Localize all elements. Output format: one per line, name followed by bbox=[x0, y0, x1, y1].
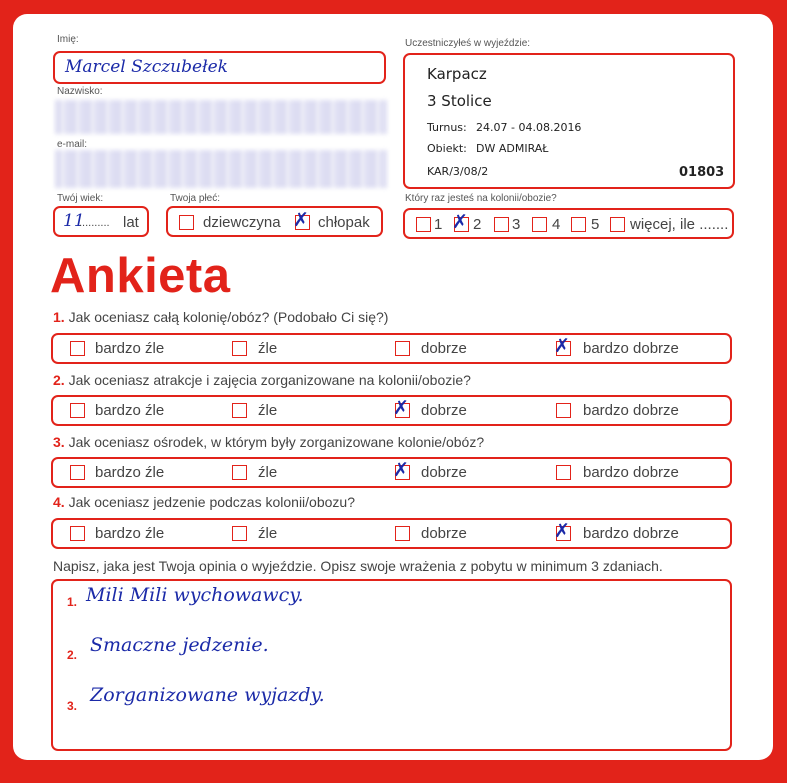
age-dots: .......... bbox=[79, 217, 110, 229]
question-2 bbox=[53, 372, 471, 388]
name-label: Imię: bbox=[57, 34, 79, 45]
trip-box bbox=[403, 53, 735, 189]
checkbox-q4-1[interactable] bbox=[70, 526, 85, 541]
question-number: 4. bbox=[53, 494, 65, 510]
question-text: Jak oceniasz całą kolonię/obóz? (Podobało Ci się?) bbox=[68, 309, 389, 325]
surname-redacted bbox=[55, 100, 387, 134]
check-mark-icon: ✗ bbox=[554, 520, 570, 542]
answer-option-label: źle bbox=[258, 402, 278, 419]
opinion-line-3: Zorganizowane wyjazdy. bbox=[90, 684, 325, 706]
times-option-label: 3 bbox=[512, 216, 521, 233]
checkbox-q4-2[interactable] bbox=[232, 526, 247, 541]
answer-option-label: źle bbox=[258, 340, 278, 357]
answer-row-2 bbox=[51, 395, 732, 426]
checkbox-q4-3[interactable] bbox=[395, 526, 410, 541]
opinion-line-number: 2. bbox=[67, 648, 78, 662]
obiekt-value: DW ADMIRAŁ bbox=[476, 142, 549, 155]
question-4 bbox=[53, 494, 355, 510]
answer-option-label: bardzo dobrze bbox=[583, 340, 679, 357]
turnus-value: 24.07 - 04.08.2016 bbox=[476, 121, 582, 134]
trip-number: 01803 bbox=[679, 165, 725, 180]
opinion-line-1: Mili Mili wychowawcy. bbox=[86, 584, 304, 606]
age-unit: lat bbox=[123, 214, 139, 231]
answer-row-1 bbox=[51, 333, 732, 364]
answer-option-label: źle bbox=[258, 525, 278, 542]
answer-option-label: bardzo dobrze bbox=[583, 402, 679, 419]
times-option-label: 5 bbox=[591, 216, 600, 233]
times-option-label: 1 bbox=[434, 216, 443, 233]
times-label: Który raz jesteś na kolonii/obozie? bbox=[405, 193, 557, 204]
checkbox-q1-2[interactable] bbox=[232, 341, 247, 356]
trip-program: 3 Stolice bbox=[427, 92, 492, 110]
checkbox-q1-4[interactable] bbox=[554, 335, 571, 357]
answer-option-label: bardzo źle bbox=[95, 464, 165, 481]
checkbox-dziewczyna[interactable] bbox=[179, 215, 194, 230]
answer-option-label: bardzo źle bbox=[95, 402, 165, 419]
answer-option-label: bardzo źle bbox=[95, 340, 165, 357]
answer-option-label: dobrze bbox=[421, 402, 467, 419]
question-text: Jak oceniasz atrakcje i zajęcia zorganizowane na kolonii/obozie? bbox=[68, 372, 471, 388]
answer-option-label: dobrze bbox=[421, 525, 467, 542]
answer-option-label: bardzo dobrze bbox=[583, 464, 679, 481]
email-label: e-mail: bbox=[57, 139, 88, 150]
checkbox-times-more[interactable] bbox=[610, 217, 625, 232]
checkbox-times-3[interactable] bbox=[494, 217, 509, 232]
trip-code: KAR/3/08/2 bbox=[427, 165, 489, 178]
checkbox-times-1[interactable] bbox=[416, 217, 431, 232]
checkbox-q2-4[interactable] bbox=[556, 403, 571, 418]
surname-label: Nazwisko: bbox=[57, 86, 103, 97]
age-label: Twój wiek: bbox=[57, 193, 104, 204]
answer-row-4 bbox=[51, 518, 732, 549]
checkbox-times-2[interactable] bbox=[452, 211, 469, 233]
question-text: Jak oceniasz jedzenie podczas kolonii/obozu? bbox=[68, 494, 355, 510]
checkbox-times-4[interactable] bbox=[532, 217, 547, 232]
checkbox-q3-1[interactable] bbox=[70, 465, 85, 480]
question-3 bbox=[53, 434, 484, 450]
answer-option-label: bardzo dobrze bbox=[583, 525, 679, 542]
checkbox-q1-3[interactable] bbox=[395, 341, 410, 356]
gender-field bbox=[166, 206, 383, 237]
opinion-line-number: 1. bbox=[67, 595, 78, 609]
checkbox-q3-2[interactable] bbox=[232, 465, 247, 480]
answer-option-label: dobrze bbox=[421, 340, 467, 357]
answer-option-label: źle bbox=[258, 464, 278, 481]
question-number: 2. bbox=[53, 372, 65, 388]
page-title: Ankieta bbox=[50, 249, 231, 303]
checkbox-q1-1[interactable] bbox=[70, 341, 85, 356]
name-field[interactable] bbox=[53, 51, 386, 84]
checkbox-times-5[interactable] bbox=[571, 217, 586, 232]
obiekt-label: Obiekt: bbox=[427, 142, 467, 155]
check-mark-icon: ✗ bbox=[393, 459, 409, 481]
opinion-line-number: 3. bbox=[67, 699, 78, 713]
answer-option-label: bardzo źle bbox=[95, 525, 165, 542]
opinion-line-2: Smaczne jedzenie. bbox=[90, 634, 269, 656]
age-field[interactable] bbox=[53, 206, 149, 237]
gender-option-label: chłopak bbox=[318, 214, 370, 231]
gender-option-label: dziewczyna bbox=[203, 214, 281, 231]
check-mark-icon: ✗ bbox=[393, 397, 409, 419]
opinion-prompt: Napisz, jaka jest Twoja opinia o wyjeździe. Opisz swoje wrażenia z pobytu w minimum 3 zdaniach. bbox=[53, 558, 663, 574]
checkbox-q4-4[interactable] bbox=[554, 520, 571, 542]
check-mark-icon: ✗ bbox=[293, 209, 309, 231]
turnus-label: Turnus: bbox=[427, 121, 467, 134]
gender-label: Twoja płeć: bbox=[170, 193, 221, 204]
trip-label: Uczestniczyłeś w wyjeździe: bbox=[405, 38, 531, 49]
checkbox-q2-2[interactable] bbox=[232, 403, 247, 418]
answer-row-3 bbox=[51, 457, 732, 488]
check-mark-icon: ✗ bbox=[554, 335, 570, 357]
checkbox-q2-1[interactable] bbox=[70, 403, 85, 418]
email-redacted bbox=[55, 150, 387, 188]
age-value: 11 bbox=[63, 211, 85, 231]
name-value: Marcel Szczubełek bbox=[65, 57, 228, 77]
question-1 bbox=[53, 309, 388, 325]
times-option-label: 2 bbox=[473, 216, 482, 233]
checkbox-q3-3[interactable] bbox=[393, 459, 410, 481]
times-field bbox=[403, 208, 734, 239]
answer-option-label: dobrze bbox=[421, 464, 467, 481]
question-number: 3. bbox=[53, 434, 65, 450]
times-option-label: więcej, ile ....... bbox=[630, 216, 729, 233]
question-text: Jak oceniasz ośrodek, w którym były zorganizowane kolonie/obóz? bbox=[68, 434, 485, 450]
trip-place: Karpacz bbox=[427, 65, 487, 83]
question-number: 1. bbox=[53, 309, 65, 325]
check-mark-icon: ✗ bbox=[452, 211, 468, 233]
checkbox-q2-3[interactable] bbox=[393, 397, 410, 419]
times-option-label: 4 bbox=[552, 216, 561, 233]
checkbox-q3-4[interactable] bbox=[556, 465, 571, 480]
checkbox-chlopak[interactable] bbox=[293, 209, 310, 231]
